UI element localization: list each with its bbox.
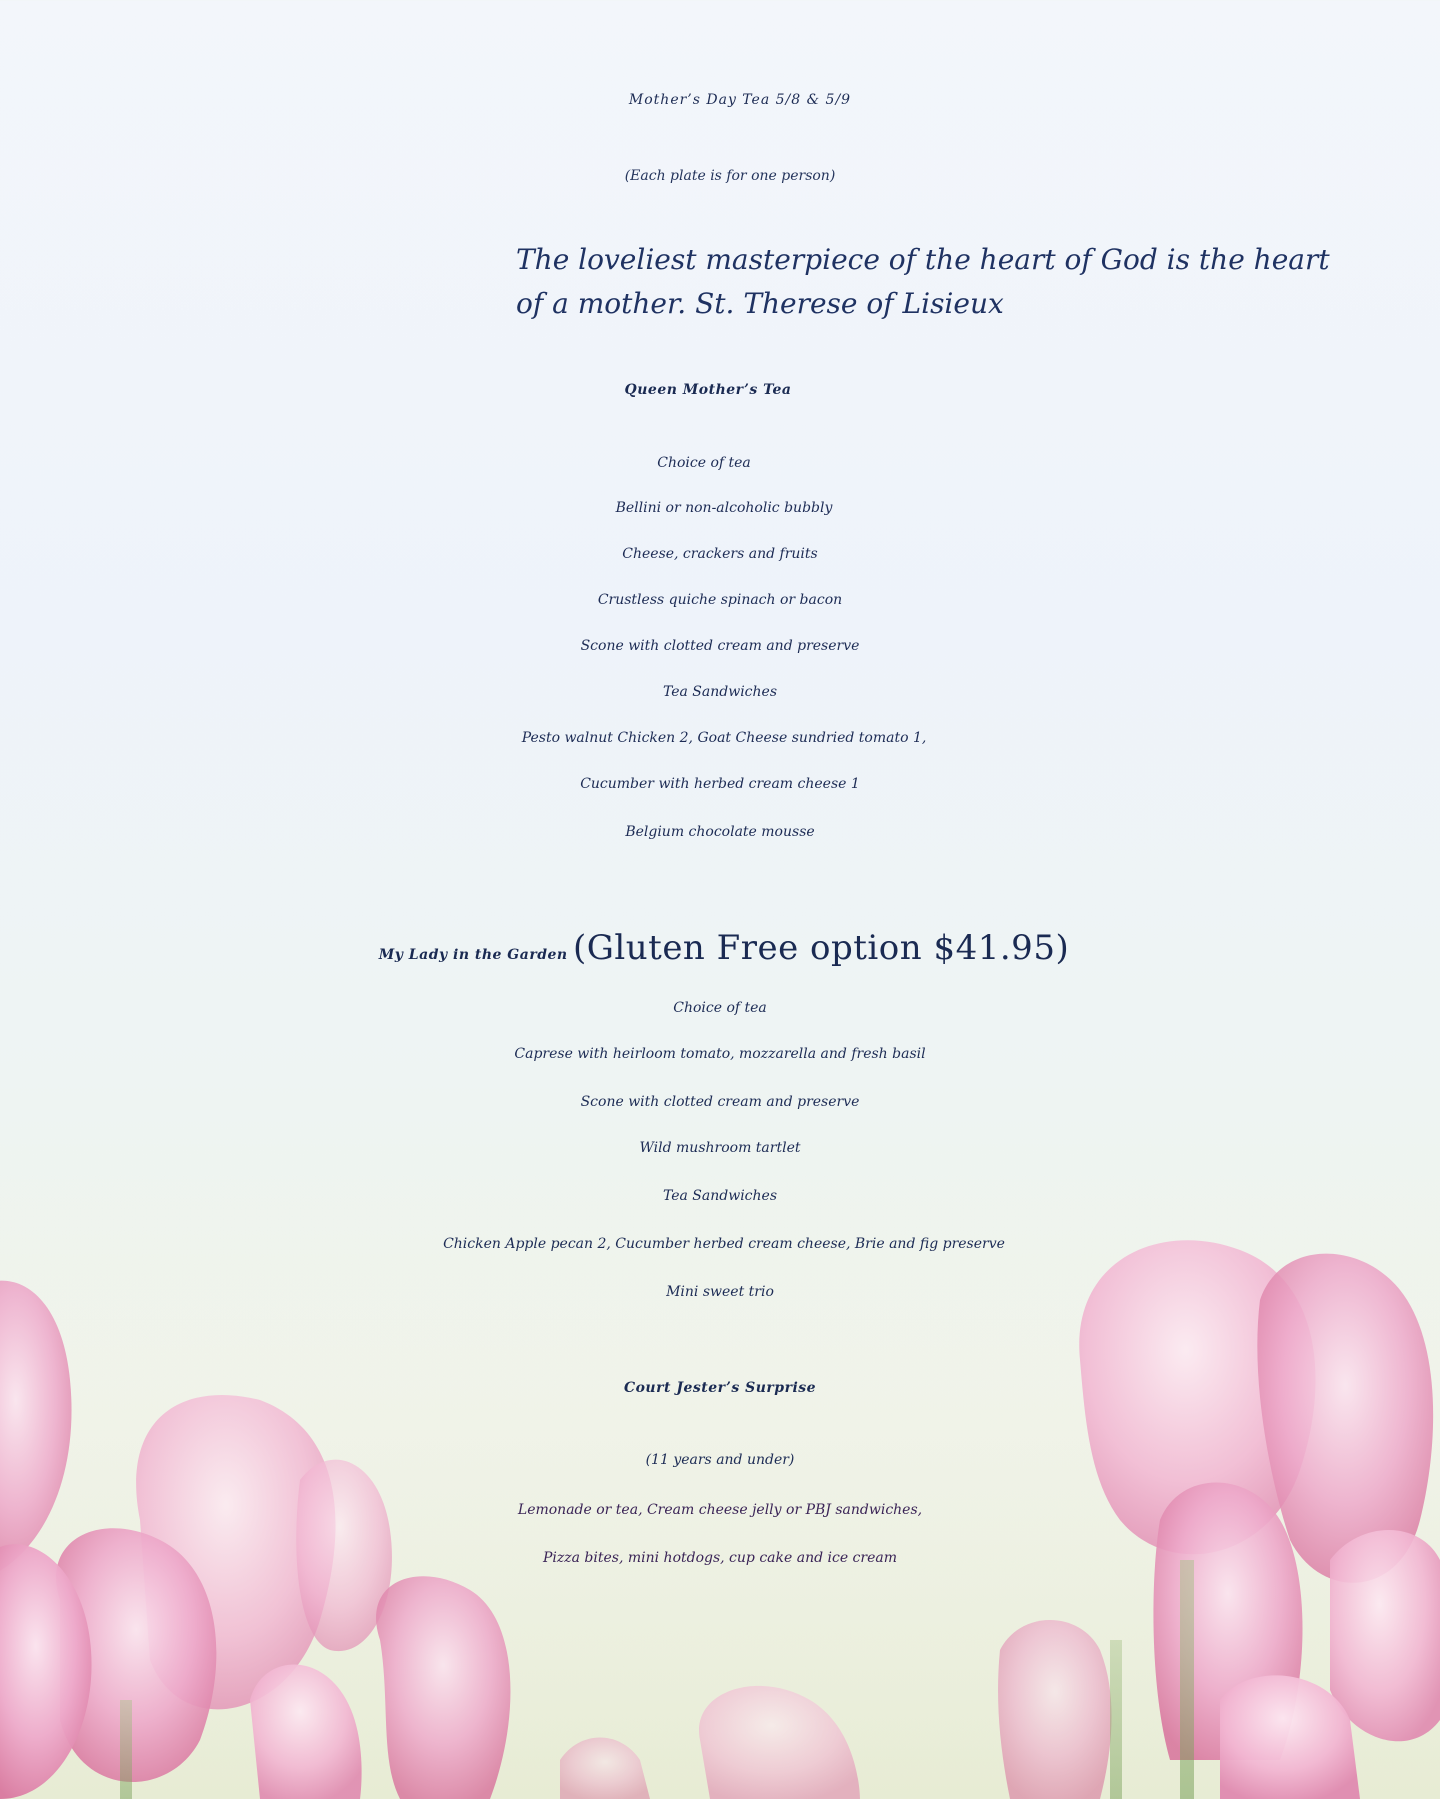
menu-item: Lemonade or tea, Cream cheese jelly or PBJ sandwiches, [517,1502,923,1518]
garden-heading-text: My Lady in the Garden [378,947,568,963]
menu-item: Tea Sandwiches [662,684,778,700]
menu-item: Scone with clotted cream and preserve [580,638,860,654]
menu-item: Scone with clotted cream and preserve [580,1094,860,1110]
quote-line: of a mother. St. Therese of Lisieux [516,287,1004,320]
menu-item: Wild mushroom tartlet [639,1140,801,1156]
menu-item: Pesto walnut Chicken 2, Goat Cheese sundried tomato 1, [521,730,927,746]
menu-item: Tea Sandwiches [662,1188,778,1204]
quote-line: The loveliest masterpiece of the heart of God is the heart [516,243,1330,276]
menu-item: Cheese, crackers and fruits [622,546,818,562]
menu-item: Mini sweet trio [666,1284,774,1300]
menu-item: Choice of tea [657,455,751,471]
menu-item: Crustless quiche spinach or bacon [597,592,843,608]
age-note: (11 years and under) [645,1452,795,1468]
gluten-free-option: (Gluten Free option $41.95) [572,928,1070,968]
menu-item: Cucumber with herbed cream cheese 1 [580,776,860,792]
section-heading-garden [4,928,1440,968]
menu-item: Choice of tea [673,1000,767,1016]
menu-item: Caprese with heirloom tomato, mozzarella and fresh basil [514,1046,926,1062]
quote-block [516,238,1356,326]
section-heading-jester: Court Jester’s Surprise [623,1380,817,1396]
menu-subtitle: (Each plate is for one person) [624,168,836,184]
section-heading-queen: Queen Mother’s Tea [624,382,792,398]
menu-item: Pizza bites, mini hotdogs, cup cake and ice cream [542,1550,898,1566]
menu-title: Mother’s Day Tea 5/8 & 5/9 [628,92,852,108]
menu-item: Bellini or non-alcoholic bubbly [615,500,833,516]
menu-item: Chicken Apple pecan 2, Cucumber herbed cream cheese, Brie and fig preserve [443,1236,1005,1252]
menu-item: Belgium chocolate mousse [625,824,815,840]
